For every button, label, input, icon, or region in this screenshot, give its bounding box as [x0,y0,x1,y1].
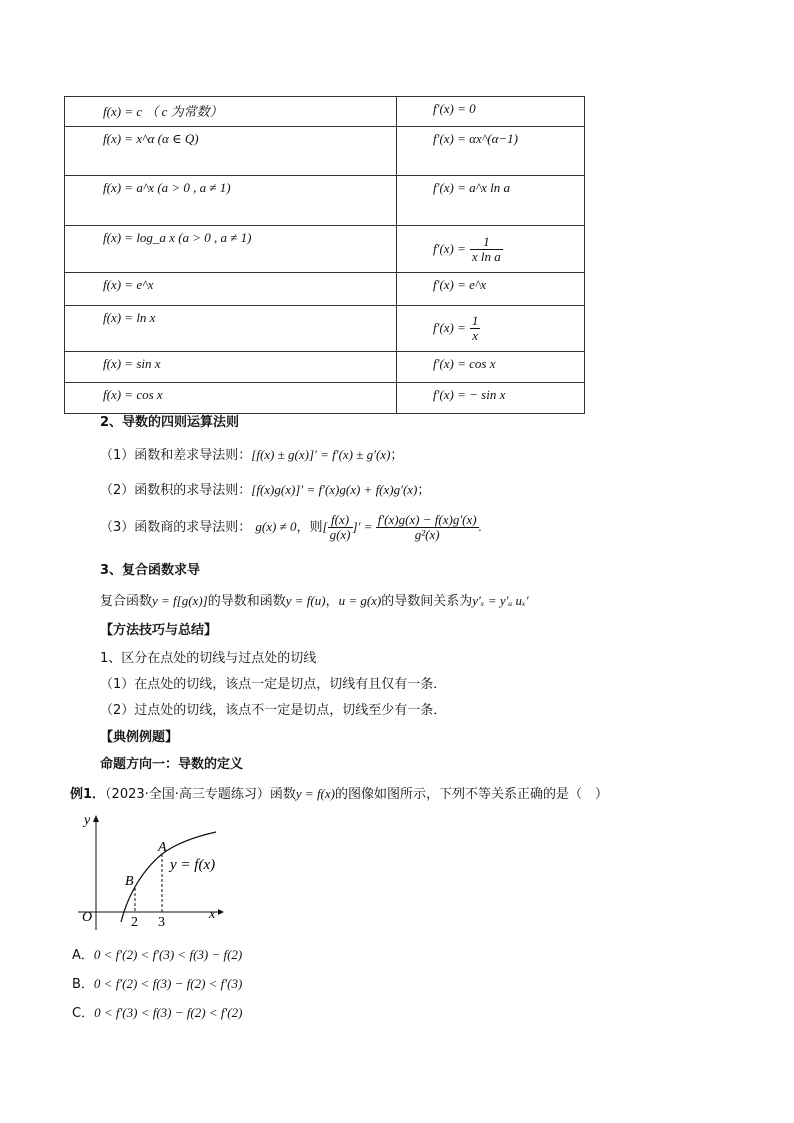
fraction-numerator: 1 [471,313,479,328]
quotient-lhs-numerator: f(x) [328,513,353,528]
x-axis-arrow [218,909,224,915]
function-formula: f(x) = e^x [103,277,154,292]
function-graph [70,812,240,932]
function-formula: f(x) = sin x [103,356,161,371]
option-c-text: 0 < f′(3) < f(3) − f(2) < f′(2) [94,1005,243,1020]
derivative-cell [397,352,585,383]
option-b-letter: B． [72,977,94,992]
method-item-1b: （2）过点处的切线，该点不一定是切点，切线至少有一条． [100,703,447,718]
function-cell [65,97,397,127]
method-item-1: 1、区分在点处的切线与过点处的切线 [100,651,317,666]
example-1-label: 例1． [70,787,106,802]
table-row [65,226,585,273]
derivative-cell [397,97,585,127]
function-formula: f(x) = cos x [103,387,163,402]
option-a-letter: A． [72,948,94,963]
point-a-label: A [158,840,167,855]
composite-text-3: ， [325,594,339,609]
derivative-fraction [470,235,503,264]
example-1-function: y = f(x) [295,786,335,801]
table-row [65,306,585,352]
composite-math-4: y′ₓ = y′ᵤ uₓ′ [472,593,529,608]
function-cell [65,383,397,414]
derivative-table-body [65,97,585,414]
function-cell [65,306,397,352]
composite-math-3: u = g(x) [338,593,382,608]
rule1-formula: [f(x) ± g(x)]′ = f′(x) ± g′(x) [251,447,391,462]
option-b[interactable] [72,973,242,992]
composite-text-1: 复合函数 [100,594,153,609]
quotient-lhs-denominator: g(x) [329,527,351,542]
function-formula: f(x) = c （ c 为常数） [103,104,223,119]
rule2-label: （2）函数积的求导法则： [100,483,252,498]
quotient-rhs-numerator: f′(x)g(x) − f(x)g′(x) [377,512,477,527]
examples-heading: 【典例例题】 [100,730,179,745]
table-row [65,176,585,226]
method-item-1a: （1）在点处的切线，该点一定是切点，切线有且仅有一条． [100,677,447,692]
fraction-denominator: x ln a [471,248,501,264]
table-row [65,273,585,306]
derivative-cell [397,273,585,306]
quotient-lhs-fraction [328,513,353,542]
derivative-cell [397,306,585,352]
rule3-label: （3）函数商的求导法则： [100,520,252,535]
method-heading: 【方法技巧与总结】 [100,623,218,638]
rule1-end: ； [390,448,404,463]
table-row [65,97,585,127]
function-cell [65,127,397,176]
example-1-prompt: 的图像如图所示，下列不等关系正确的是（ ） [335,787,609,802]
origin-label: O [82,910,93,925]
function-formula: f(x) = x^α (α ∈ Q) [103,131,199,146]
rule2-end: ； [417,483,431,498]
function-cell [65,352,397,383]
table-row [65,127,585,176]
example-1-source: （2023·全国·高三专题练习）函数 [105,787,296,802]
composite-text-2: 的导数和函数 [207,594,286,609]
section3-heading: 3、复合函数求导 [100,563,201,578]
rule-quotient: （3）函数商的求导法则： g(x) ≠ 0，则[ $\frac{f(x)}{g(x)}$ ]′ = $\frac{f'(x)g(x) - f(x)g'(x)}{\text{g²(x)}}$ . [100,512,482,542]
direction-heading: 命题方向一：导数的定义 [100,757,244,772]
y-axis-label: y [84,813,91,828]
function-formula: f(x) = ln x [103,310,156,325]
derivative-formula: f′(x) = e^x [433,277,487,292]
derivative-table [64,96,585,414]
derivative-formula: f′(x) = cos x [433,356,496,371]
derivative-cell [397,176,585,226]
derivative-formula: f′(x) = − sin x [433,387,506,402]
derivative-formula: f′(x) = αx^(α−1) [433,131,518,146]
derivative-formula: f′(x) = a^x ln a [433,180,511,195]
rule3-then: ，则 [296,520,323,535]
function-cell [65,226,397,273]
tick-2-label: 2 [131,915,138,930]
derivative-cell [397,127,585,176]
derivative-prefix: f′(x) = [433,240,466,256]
composite-text-4: 的导数间关系为 [381,594,473,609]
derivative-prefix: f′(x) = [433,320,466,335]
derivative-formula: f′(x) = 0 [433,101,476,116]
point-b-label: B [125,874,134,889]
function-formula: f(x) = log_a x (a > 0 , a ≠ 1) [103,230,252,245]
table-row [65,352,585,383]
option-c[interactable] [72,1002,242,1021]
example-1-question [70,785,608,804]
tick-3-label: 3 [158,915,165,930]
rule2-formula: [f(x)g(x)]′ = f′(x)g(x) + f(x)g′(x) [251,482,418,497]
table-row [65,383,585,414]
derivative-cell [397,383,585,414]
option-a-text: 0 < f′(2) < f′(3) < f(3) − f(2) [93,947,243,962]
rule1-label: （1）函数和差求导法则： [100,448,252,463]
function-cell [65,176,397,226]
option-b-text: 0 < f′(2) < f(3) − f(2) < f′(3) [93,976,243,991]
fraction-denominator: x [472,328,479,343]
quotient-rhs-denominator: g²(x) [414,527,440,542]
section2-heading: 2、导数的四则运算法则 [100,415,240,430]
option-a[interactable] [72,944,242,963]
function-formula: f(x) = a^x (a > 0 , a ≠ 1) [103,180,231,195]
composite-rule [100,592,529,611]
quotient-rhs-fraction [376,513,479,542]
curve-label: y = f(x) [170,857,216,873]
y-axis-arrow [93,815,99,822]
function-cell [65,273,397,306]
rule-sum-difference [100,446,403,465]
derivative-fraction [470,314,481,343]
derivative-cell [397,226,585,273]
fraction-numerator: 1 [470,235,503,250]
rule-product [100,481,430,500]
option-c-letter: C． [72,1006,95,1021]
x-axis-label: x [209,907,216,922]
composite-math-2: y = f(u) [285,593,326,608]
rule3-condition: g(x) ≠ 0 [255,519,297,534]
composite-math-1: y = f[g(x)] [152,593,208,608]
rule3-end: . [478,519,482,534]
